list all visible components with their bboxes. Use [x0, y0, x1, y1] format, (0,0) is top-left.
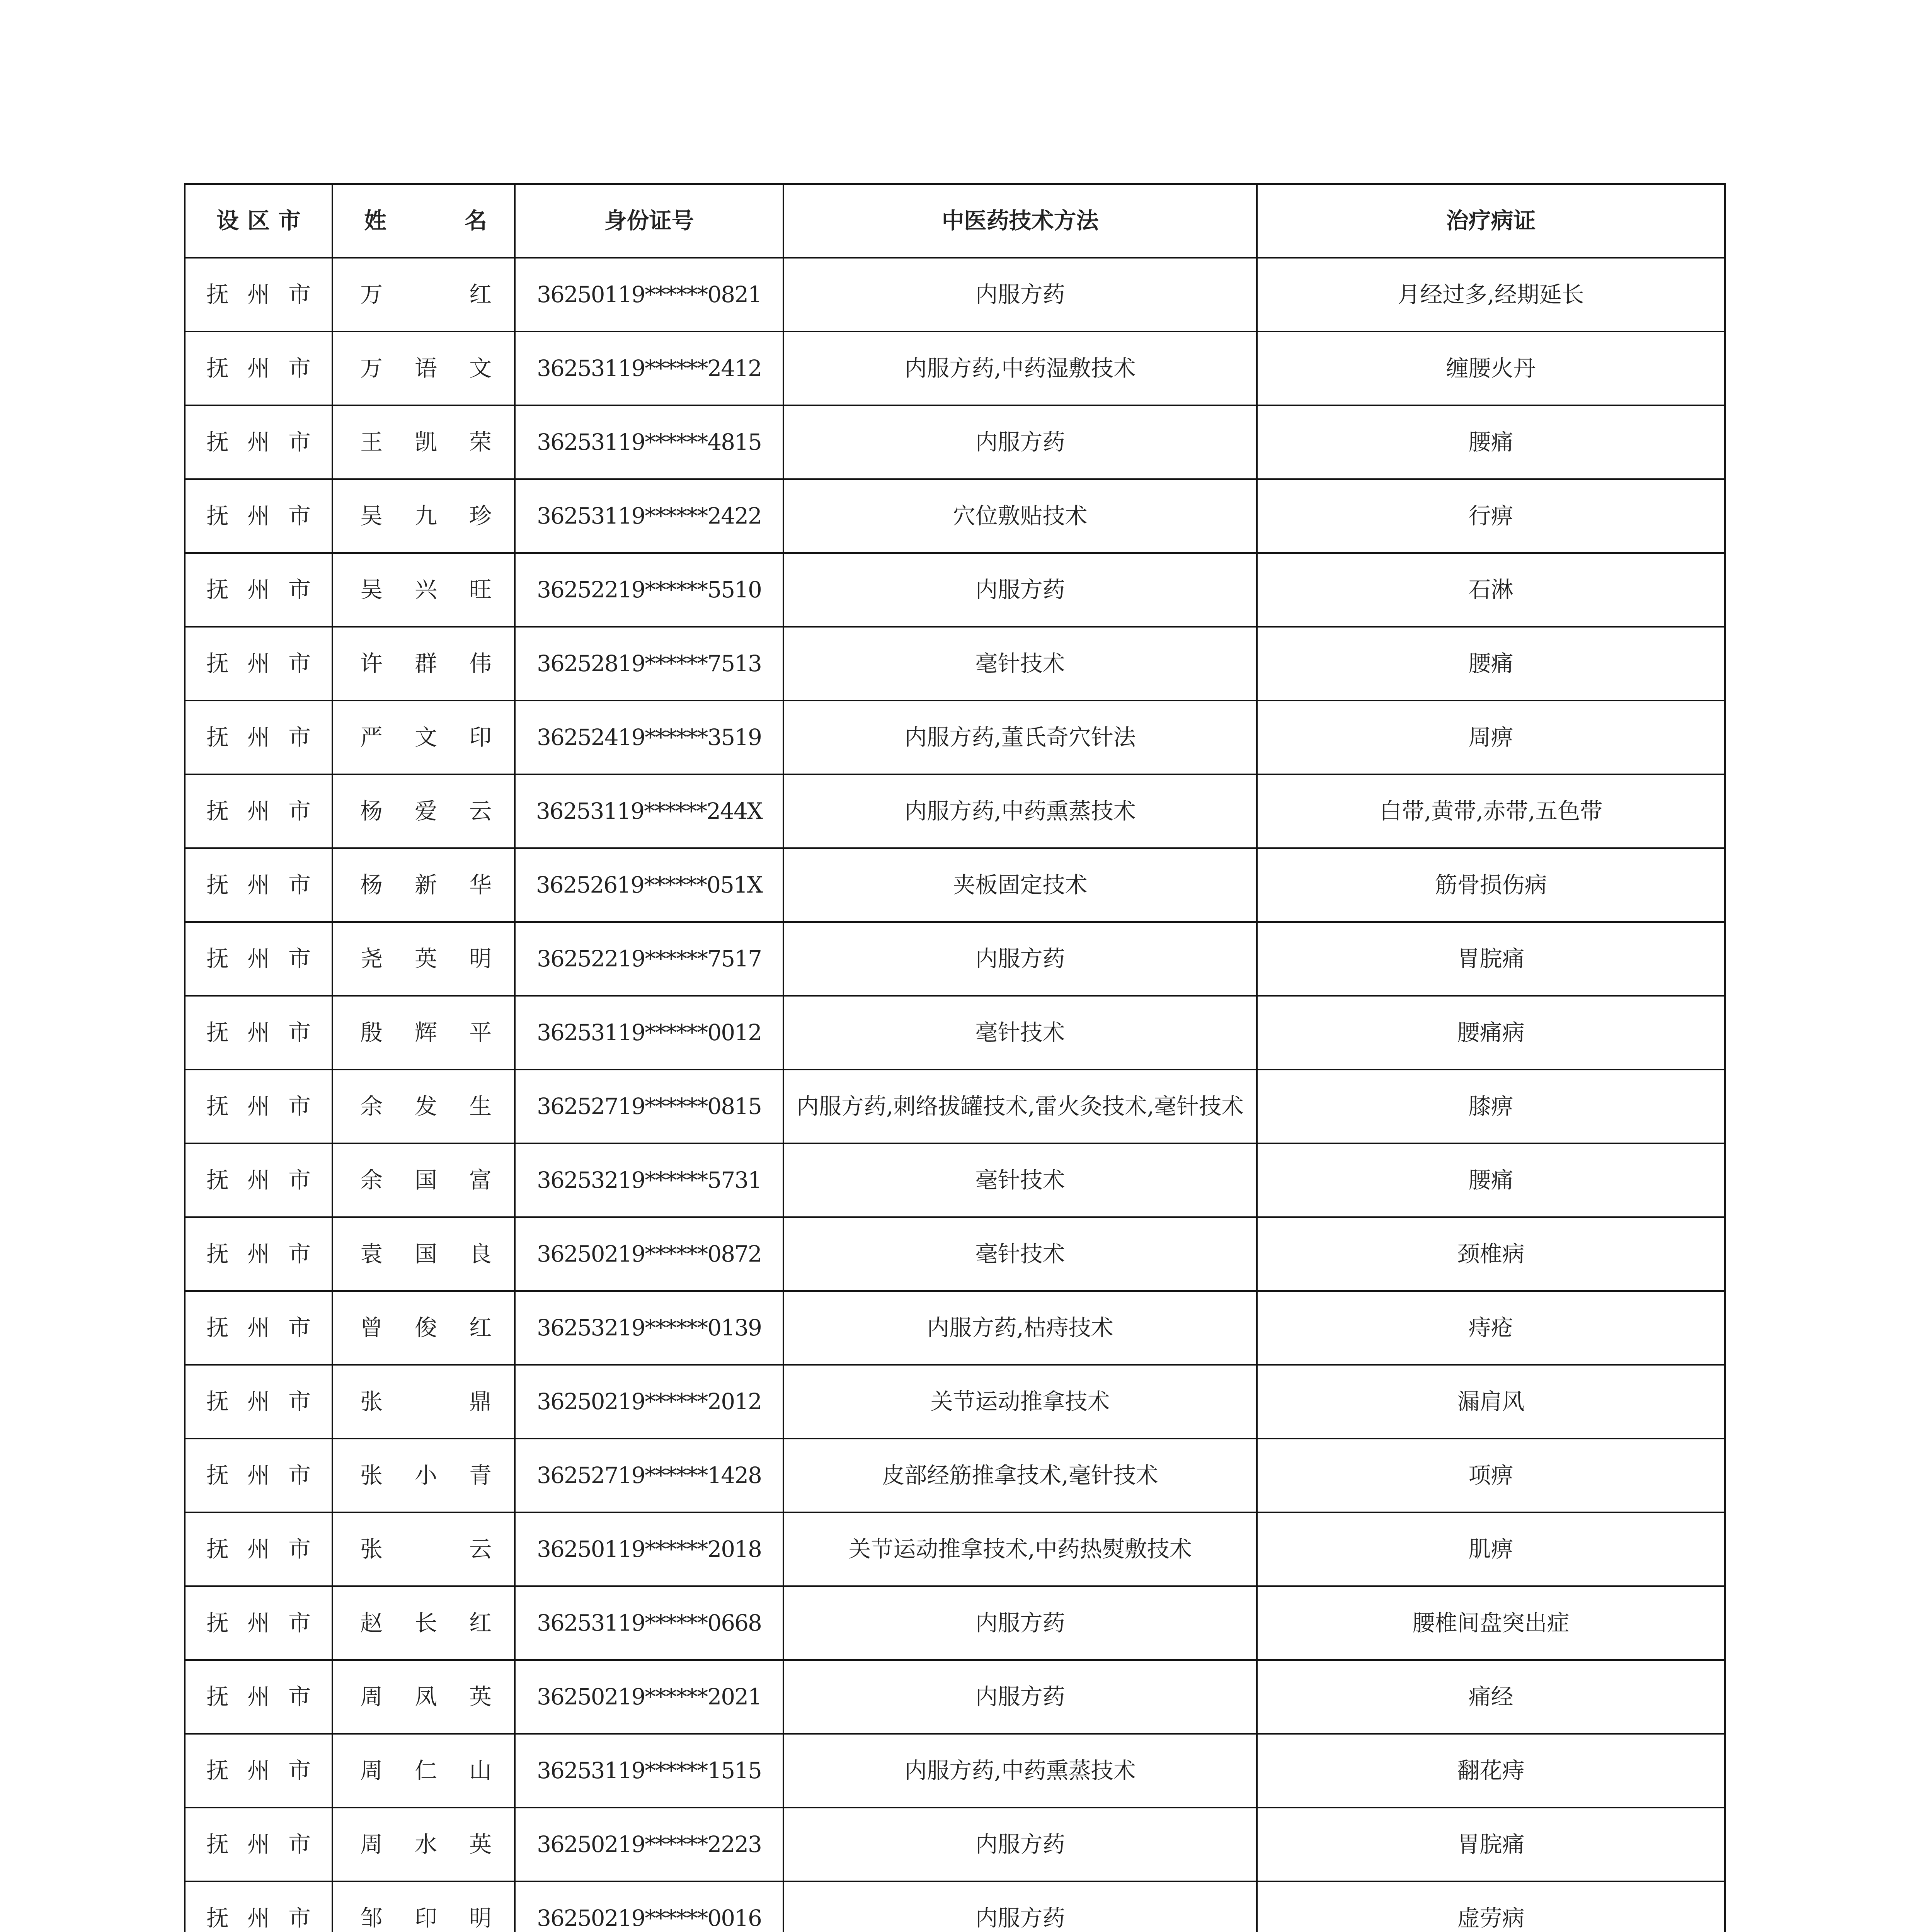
- cell-id-number: 36253219******0139: [515, 1291, 783, 1365]
- cell-city: 抚 州 市: [185, 774, 332, 848]
- cell-name: 许 群 伟: [332, 627, 515, 701]
- table-row: [185, 1808, 1725, 1881]
- cell-technique: 毫针技术: [783, 1143, 1257, 1217]
- table-row: [185, 1586, 1725, 1660]
- table-row: [185, 774, 1725, 848]
- cell-id-number: 36253119******0668: [515, 1586, 783, 1660]
- cell-id-number: 36250119******0821: [515, 258, 783, 332]
- cell-diagnosis: 石淋: [1257, 553, 1725, 627]
- cell-name: 张 小 青: [332, 1439, 515, 1512]
- cell-city: 抚 州 市: [185, 996, 332, 1070]
- cell-city: 抚 州 市: [185, 1070, 332, 1143]
- cell-id-number: 36250219******2021: [515, 1660, 783, 1734]
- cell-diagnosis: 漏肩风: [1257, 1365, 1725, 1439]
- cell-diagnosis: 腰痛: [1257, 405, 1725, 479]
- table-row: [185, 1291, 1725, 1365]
- cell-technique: 毫针技术: [783, 996, 1257, 1070]
- cell-city: 抚 州 市: [185, 258, 332, 332]
- cell-technique: 毫针技术: [783, 1217, 1257, 1291]
- cell-name: 周 仁 山: [332, 1734, 515, 1808]
- cell-id-number: 36250219******0016: [515, 1881, 783, 1932]
- cell-id-number: 36253119******2412: [515, 332, 783, 405]
- table-row: [185, 1881, 1725, 1932]
- cell-diagnosis: 腰痛: [1257, 627, 1725, 701]
- cell-name: 殷 辉 平: [332, 996, 515, 1070]
- cell-id-number: 36253119******1515: [515, 1734, 783, 1808]
- table-row: [185, 1365, 1725, 1439]
- table-row: [185, 701, 1725, 774]
- header-city: 设 区 市: [185, 184, 332, 258]
- cell-technique: 内服方药: [783, 1881, 1257, 1932]
- cell-city: 抚 州 市: [185, 1365, 332, 1439]
- cell-city: 抚 州 市: [185, 848, 332, 922]
- table-row: [185, 332, 1725, 405]
- cell-diagnosis: 行痹: [1257, 479, 1725, 553]
- cell-id-number: 36250219******2012: [515, 1365, 783, 1439]
- table-row: [185, 1217, 1725, 1291]
- cell-technique: 内服方药: [783, 1586, 1257, 1660]
- cell-diagnosis: 腰痛: [1257, 1143, 1725, 1217]
- table-row: [185, 922, 1725, 996]
- cell-diagnosis: 翻花痔: [1257, 1734, 1725, 1808]
- table-row: [185, 405, 1725, 479]
- cell-name: 周 凤 英: [332, 1660, 515, 1734]
- cell-id-number: 36250119******2018: [515, 1512, 783, 1586]
- header-diagnosis: 治疗病证: [1257, 184, 1725, 258]
- cell-id-number: 36252619******051X: [515, 848, 783, 922]
- cell-name: 严 文 印: [332, 701, 515, 774]
- cell-technique: 内服方药: [783, 405, 1257, 479]
- table-row: [185, 848, 1725, 922]
- table-row: [185, 1439, 1725, 1512]
- cell-diagnosis: 筋骨损伤病: [1257, 848, 1725, 922]
- cell-city: 抚 州 市: [185, 332, 332, 405]
- cell-id-number: 36253119******2422: [515, 479, 783, 553]
- cell-technique: 内服方药: [783, 1660, 1257, 1734]
- table-row: [185, 258, 1725, 332]
- table-row: [185, 996, 1725, 1070]
- cell-city: 抚 州 市: [185, 627, 332, 701]
- cell-name: 赵 长 红: [332, 1586, 515, 1660]
- cell-diagnosis: 膝痹: [1257, 1070, 1725, 1143]
- table-row: [185, 479, 1725, 553]
- cell-city: 抚 州 市: [185, 479, 332, 553]
- cell-diagnosis: 周痹: [1257, 701, 1725, 774]
- cell-diagnosis: 痔疮: [1257, 1291, 1725, 1365]
- cell-id-number: 36250219******2223: [515, 1808, 783, 1881]
- cell-technique: 内服方药,中药熏蒸技术: [783, 774, 1257, 848]
- cell-technique: 内服方药: [783, 258, 1257, 332]
- cell-diagnosis: 胃脘痛: [1257, 1808, 1725, 1881]
- cell-technique: 皮部经筋推拿技术,毫针技术: [783, 1439, 1257, 1512]
- cell-technique: 内服方药: [783, 922, 1257, 996]
- cell-city: 抚 州 市: [185, 1734, 332, 1808]
- cell-technique: 穴位敷贴技术: [783, 479, 1257, 553]
- cell-id-number: 36252719******1428: [515, 1439, 783, 1512]
- cell-id-number: 36253119******4815: [515, 405, 783, 479]
- cell-name: 曾 俊 红: [332, 1291, 515, 1365]
- cell-name: 万 红: [332, 258, 515, 332]
- cell-city: 抚 州 市: [185, 1291, 332, 1365]
- cell-diagnosis: 肌痹: [1257, 1512, 1725, 1586]
- cell-name: 袁 国 良: [332, 1217, 515, 1291]
- cell-diagnosis: 胃脘痛: [1257, 922, 1725, 996]
- cell-name: 张 云: [332, 1512, 515, 1586]
- cell-name: 万 语 文: [332, 332, 515, 405]
- cell-id-number: 36252219******5510: [515, 553, 783, 627]
- cell-name: 邹 印 明: [332, 1881, 515, 1932]
- cell-diagnosis: 痛经: [1257, 1660, 1725, 1734]
- cell-id-number: 36252419******3519: [515, 701, 783, 774]
- cell-technique: 关节运动推拿技术,中药热熨敷技术: [783, 1512, 1257, 1586]
- cell-technique: 内服方药,刺络拔罐技术,雷火灸技术,毫针技术: [783, 1070, 1257, 1143]
- table-row: [185, 1143, 1725, 1217]
- cell-technique: 关节运动推拿技术: [783, 1365, 1257, 1439]
- cell-city: 抚 州 市: [185, 1439, 332, 1512]
- cell-name: 王 凯 荣: [332, 405, 515, 479]
- cell-id-number: 36253219******5731: [515, 1143, 783, 1217]
- cell-diagnosis: 颈椎病: [1257, 1217, 1725, 1291]
- cell-technique: 夹板固定技术: [783, 848, 1257, 922]
- cell-diagnosis: 白带,黄带,赤带,五色带: [1257, 774, 1725, 848]
- cell-name: 杨 新 华: [332, 848, 515, 922]
- cell-technique: 毫针技术: [783, 627, 1257, 701]
- cell-id-number: 36253119******0012: [515, 996, 783, 1070]
- cell-name: 周 水 英: [332, 1808, 515, 1881]
- cell-diagnosis: 腰椎间盘突出症: [1257, 1586, 1725, 1660]
- cell-city: 抚 州 市: [185, 1660, 332, 1734]
- table-header-row: [185, 184, 1725, 258]
- table-body: [185, 258, 1725, 1932]
- roster-table: [184, 183, 1726, 1932]
- cell-technique: 内服方药,董氏奇穴针法: [783, 701, 1257, 774]
- header-id: 身份证号: [515, 184, 783, 258]
- cell-name: 尧 英 明: [332, 922, 515, 996]
- cell-id-number: 36252819******7513: [515, 627, 783, 701]
- cell-diagnosis: 月经过多,经期延长: [1257, 258, 1725, 332]
- header-tech: 中医药技术方法: [783, 184, 1257, 258]
- cell-id-number: 36252719******0815: [515, 1070, 783, 1143]
- cell-city: 抚 州 市: [185, 922, 332, 996]
- cell-diagnosis: 项痹: [1257, 1439, 1725, 1512]
- cell-name: 张 鼎: [332, 1365, 515, 1439]
- cell-name: 吴 九 珍: [332, 479, 515, 553]
- cell-technique: 内服方药,中药熏蒸技术: [783, 1734, 1257, 1808]
- cell-city: 抚 州 市: [185, 1881, 332, 1932]
- cell-name: 余 发 生: [332, 1070, 515, 1143]
- cell-name: 杨 爱 云: [332, 774, 515, 848]
- cell-city: 抚 州 市: [185, 1586, 332, 1660]
- table-row: [185, 1660, 1725, 1734]
- table-row: [185, 553, 1725, 627]
- table-row: [185, 1070, 1725, 1143]
- cell-city: 抚 州 市: [185, 1217, 332, 1291]
- header-name: 姓 名: [332, 184, 515, 258]
- cell-technique: 内服方药: [783, 553, 1257, 627]
- cell-id-number: 36252219******7517: [515, 922, 783, 996]
- cell-diagnosis: 缠腰火丹: [1257, 332, 1725, 405]
- cell-city: 抚 州 市: [185, 1512, 332, 1586]
- cell-id-number: 36253119******244X: [515, 774, 783, 848]
- table-row: [185, 627, 1725, 701]
- table-row: [185, 1512, 1725, 1586]
- cell-city: 抚 州 市: [185, 701, 332, 774]
- cell-city: 抚 州 市: [185, 1143, 332, 1217]
- cell-name: 余 国 富: [332, 1143, 515, 1217]
- cell-name: 吴 兴 旺: [332, 553, 515, 627]
- cell-city: 抚 州 市: [185, 1808, 332, 1881]
- cell-diagnosis: 腰痛病: [1257, 996, 1725, 1070]
- cell-technique: 内服方药,中药湿敷技术: [783, 332, 1257, 405]
- cell-city: 抚 州 市: [185, 553, 332, 627]
- cell-diagnosis: 虚劳病: [1257, 1881, 1725, 1932]
- cell-city: 抚 州 市: [185, 405, 332, 479]
- cell-technique: 内服方药: [783, 1808, 1257, 1881]
- cell-id-number: 36250219******0872: [515, 1217, 783, 1291]
- cell-technique: 内服方药,枯痔技术: [783, 1291, 1257, 1365]
- table-row: [185, 1734, 1725, 1808]
